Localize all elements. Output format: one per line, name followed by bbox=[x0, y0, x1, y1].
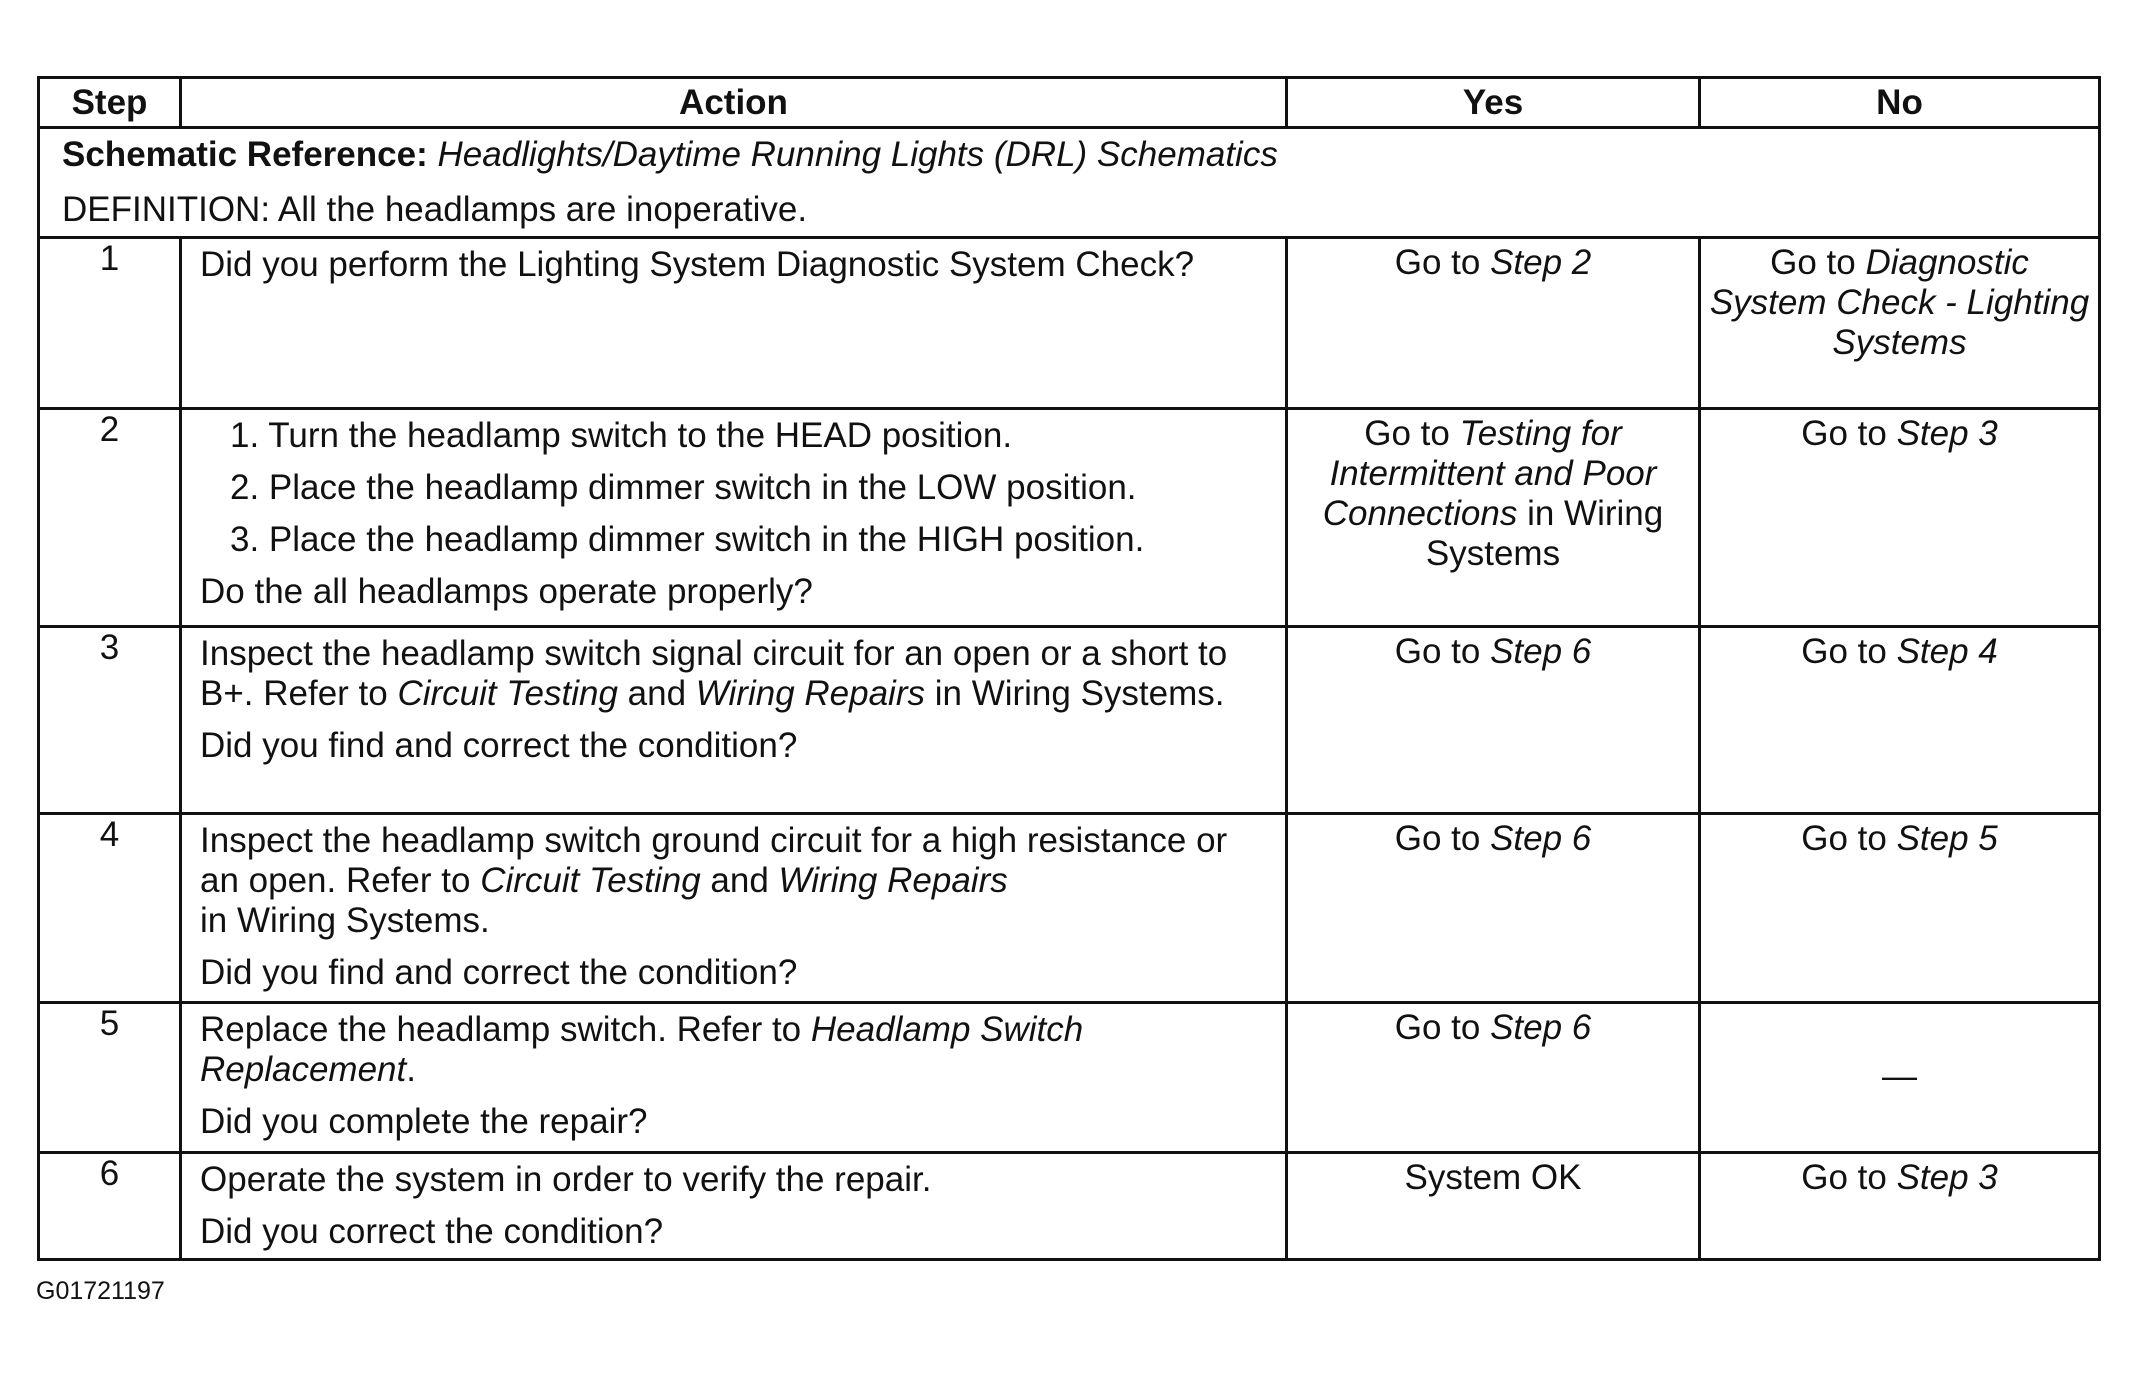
no-prefix: Go to bbox=[1770, 243, 1866, 282]
headlamp-switch-replacement-link[interactable]: Headlamp Switch Replacement bbox=[200, 1010, 1084, 1089]
step-number: 1 bbox=[39, 238, 181, 409]
action-question: Did you find and correct the condition? bbox=[200, 953, 798, 992]
no-step-link[interactable]: Step 3 bbox=[1896, 1158, 1998, 1197]
no-cell bbox=[1700, 1153, 2100, 1260]
action-cell bbox=[181, 814, 1287, 1003]
action-question: Did you find and correct the condition? bbox=[200, 726, 798, 765]
list-item: 3. Place the headlamp dimmer switch in the HIGH position. bbox=[230, 520, 1145, 559]
no-cell bbox=[1700, 238, 2100, 409]
no-prefix: Go to bbox=[1801, 819, 1897, 858]
action-cell bbox=[181, 1153, 1287, 1260]
instruction-text: in Wiring Systems. bbox=[200, 901, 490, 940]
no-dash: — bbox=[1882, 1056, 1917, 1096]
instruction-text: and bbox=[700, 861, 779, 900]
yes-prefix: Go to bbox=[1364, 414, 1460, 453]
instruction-text: in Wiring Systems. bbox=[925, 674, 1225, 713]
header-row bbox=[39, 78, 2100, 128]
no-prefix: Go to bbox=[1801, 632, 1897, 671]
circuit-testing-link[interactable]: Circuit Testing bbox=[480, 861, 701, 900]
yes-step-link[interactable]: Step 2 bbox=[1490, 243, 1592, 282]
action-cell bbox=[181, 238, 1287, 409]
table-row-step-6 bbox=[39, 1153, 2100, 1260]
action-cell bbox=[181, 627, 1287, 814]
no-step-link[interactable]: Step 3 bbox=[1896, 414, 1998, 453]
yes-cell bbox=[1287, 627, 1700, 814]
action-question: Did you correct the condition? bbox=[200, 1212, 664, 1251]
yes-result: System OK bbox=[1404, 1158, 1582, 1197]
step-number: 3 bbox=[39, 627, 181, 814]
wiring-repairs-link[interactable]: Wiring Repairs bbox=[778, 861, 1008, 900]
action-instruction bbox=[200, 634, 1271, 714]
no-step-link[interactable]: Diagnostic System Check - Lighting Systems bbox=[1709, 243, 2090, 362]
no-prefix: Go to bbox=[1801, 414, 1897, 453]
no-cell bbox=[1700, 1003, 2100, 1153]
yes-prefix: Go to bbox=[1394, 632, 1491, 671]
diagnostic-table bbox=[37, 76, 2101, 1261]
action-cell bbox=[181, 409, 1287, 627]
header-action: Action bbox=[181, 78, 1287, 128]
action-question: Do the all headlamps operate properly? bbox=[200, 572, 813, 611]
action-question: Did you complete the repair? bbox=[200, 1102, 648, 1141]
yes-prefix: Go to bbox=[1394, 1008, 1491, 1047]
table-row-step-1 bbox=[39, 238, 2100, 409]
yes-step-link[interactable]: Step 6 bbox=[1490, 819, 1592, 858]
yes-prefix: Go to bbox=[1394, 819, 1491, 858]
action-steps-list bbox=[200, 416, 1271, 560]
step-number: 2 bbox=[39, 409, 181, 627]
instruction-text: Replace the headlamp switch. Refer to bbox=[200, 1010, 811, 1049]
yes-cell bbox=[1287, 238, 1700, 409]
no-cell bbox=[1700, 409, 2100, 627]
table-row-step-3 bbox=[39, 627, 2100, 814]
action-instruction bbox=[200, 821, 1271, 941]
figure-id-caption: G01721197 bbox=[36, 1277, 165, 1305]
instruction-text: Inspect the headlamp switch signal circuit for an open or a short to B+. Refer to bbox=[200, 634, 1228, 713]
list-item: 2. Place the headlamp dimmer switch in the LOW position. bbox=[230, 468, 1137, 507]
circuit-testing-link[interactable]: Circuit Testing bbox=[397, 674, 618, 713]
action-question: Did you perform the Lighting System Diagnostic System Check? bbox=[200, 245, 1195, 284]
no-cell bbox=[1700, 814, 2100, 1003]
step-number: 6 bbox=[39, 1153, 181, 1260]
table-row-step-2 bbox=[39, 409, 2100, 627]
instruction-text: and bbox=[617, 674, 696, 713]
list-item: 1. Turn the headlamp switch to the HEAD position. bbox=[230, 416, 1013, 455]
yes-step-link[interactable]: Step 6 bbox=[1490, 1008, 1592, 1047]
yes-cell bbox=[1287, 1003, 1700, 1153]
yes-cell bbox=[1287, 814, 1700, 1003]
yes-suffix: in Wiring Systems bbox=[1425, 494, 1664, 573]
action-cell bbox=[181, 1003, 1287, 1153]
schematic-reference-cell bbox=[39, 128, 2100, 238]
table-row-step-5 bbox=[39, 1003, 2100, 1153]
header-step: Step bbox=[39, 78, 181, 128]
wiring-repairs-link[interactable]: Wiring Repairs bbox=[695, 674, 925, 713]
schematic-reference-row bbox=[39, 128, 2100, 238]
schematic-reference bbox=[62, 135, 2076, 175]
step-number: 5 bbox=[39, 1003, 181, 1153]
header-no: No bbox=[1700, 78, 2100, 128]
action-instruction: Operate the system in order to verify the repair. bbox=[200, 1160, 932, 1199]
yes-prefix: Go to bbox=[1394, 243, 1491, 282]
step-number: 4 bbox=[39, 814, 181, 1003]
definition: DEFINITION: All the headlamps are inoperative. bbox=[62, 190, 808, 229]
yes-cell bbox=[1287, 409, 1700, 627]
instruction-text: Inspect the headlamp switch ground circuit for a high resistance or an open. Refer to bbox=[200, 821, 1228, 900]
table-row-step-4 bbox=[39, 814, 2100, 1003]
yes-link[interactable]: Testing for Intermittent and Poor Connections bbox=[1322, 414, 1657, 533]
no-step-link[interactable]: Step 5 bbox=[1896, 819, 1998, 858]
action-instruction bbox=[200, 1010, 1271, 1090]
instruction-text: . bbox=[406, 1050, 416, 1089]
yes-cell bbox=[1287, 1153, 1700, 1260]
no-prefix: Go to bbox=[1801, 1158, 1897, 1197]
header-yes: Yes bbox=[1287, 78, 1700, 128]
no-step-link[interactable]: Step 4 bbox=[1896, 632, 1998, 671]
schematic-reference-label: Schematic Reference: bbox=[62, 135, 428, 174]
no-cell bbox=[1700, 627, 2100, 814]
yes-step-link[interactable]: Step 6 bbox=[1490, 632, 1592, 671]
schematic-reference-link[interactable]: Headlights/Daytime Running Lights (DRL) Schematics bbox=[437, 135, 1278, 174]
